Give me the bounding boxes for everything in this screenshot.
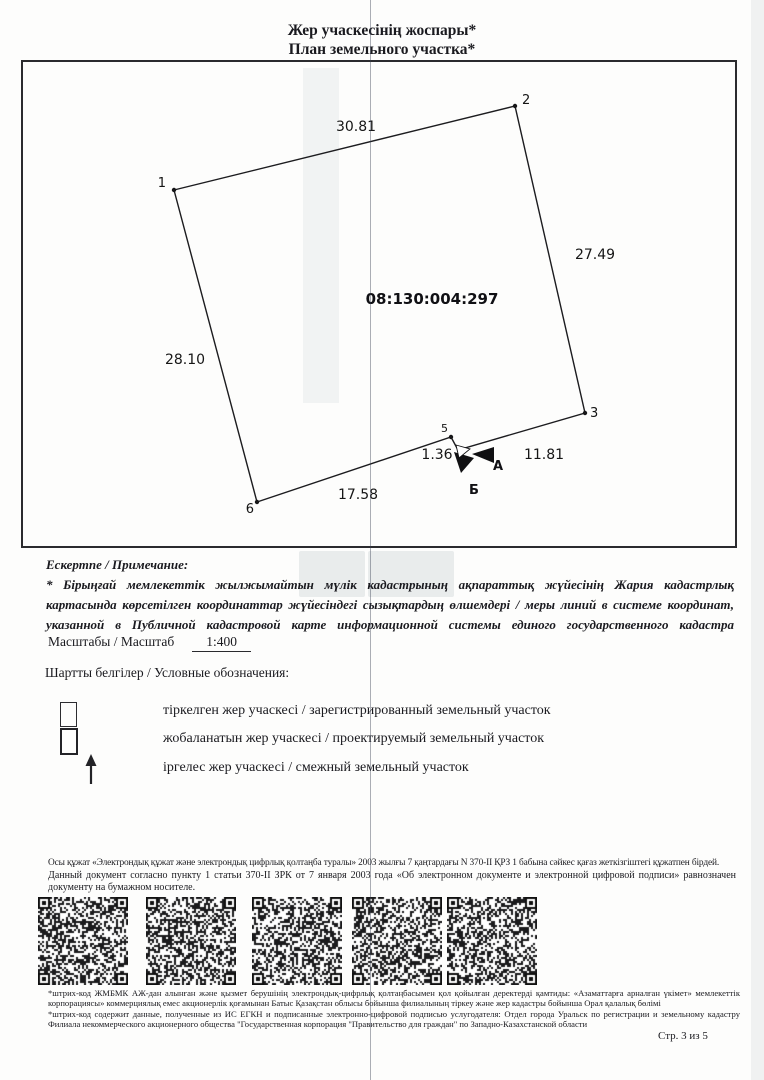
scale-row — [48, 634, 251, 652]
legend-heading: Шартты белгілер / Условные обозначения: — [45, 665, 290, 680]
scan-edge-shadow — [751, 0, 764, 1080]
registered-parcel-square-icon — [60, 702, 77, 727]
vertex-label-6: 6 — [245, 502, 254, 517]
dimension-label: 28.10 — [164, 352, 206, 368]
title-russian: План земельного участка* — [288, 41, 476, 58]
parcel-cadastral-number: 08:130:004:297 — [365, 290, 499, 308]
statement-kazakh: Осы құжат «Электрондық құжат және электрондық цифрлық қолтаңба туралы» 2003 жылғы 7 қаңтардағы N 370-II ҚРЗ 1 бабына сәйкес қағаз жеткізгіштегі құжатпен бірдей. — [48, 858, 720, 868]
dimension-label: 11.81 — [523, 447, 565, 463]
note-heading: Ескертпе / Примечание: — [46, 557, 189, 572]
legend-item-projected: жобаланатын жер учаскесі / проектируемый земельный участок — [163, 731, 545, 746]
document-title — [0, 21, 764, 59]
scale-value: 1:400 — [192, 634, 251, 652]
plot-frame — [21, 60, 737, 548]
land-plot-diagram — [23, 62, 735, 546]
dimension-label: 1.36 — [421, 447, 453, 463]
dimension-label: 17.58 — [337, 487, 379, 503]
adjacent-marker-label-А: А — [492, 459, 504, 474]
qr-barcode-3 — [252, 897, 342, 985]
adjacent-parcel-arrow-icon — [80, 753, 102, 787]
qr-barcode-4 — [352, 897, 442, 985]
title-kazakh: Жер учаскесінің жоспары* — [287, 22, 477, 39]
dimension-label: 27.49 — [574, 247, 616, 263]
barcode-row — [38, 897, 548, 985]
legend-item-adjacent: іргелес жер учаскесі / смежный земельный участок — [163, 760, 469, 775]
vertex-label-1: 1 — [157, 176, 166, 191]
adjacent-arrow-a-icon — [472, 447, 494, 463]
note-body: * Бірыңғай мемлекеттік жылжымайтын мүлік кадастрының ақпараттық жүйесінің Жария кадастрлық картасында көрсетілген координаттар жүйесіндегі сызықтардың өлшемдері / меры линий в системе координат, указанной в Публичной кадастровой карте информационной системы единого государственного кадастра — [46, 577, 734, 632]
scale-label: Масштабы / Масштаб — [48, 634, 175, 649]
vertex-label-3: 3 — [590, 406, 599, 421]
footer-note-kazakh: *штрих-код ЖМБМК АЖ-дан алынған және қызмет берушінің электрондық-цифрлық қолтаңбасымен қол қойылған деректерді қамтиды: «Азаматтарға арналған үкімет» мемлекеттік корпорациясы» коммерциялық емес акционерлік қоғамынан Батыс Қазақстан облысы бойынша филиалының тіркеу және жер кадастры бойынша Орал қалалық бөлімі — [48, 988, 740, 1009]
dimension-label: 30.81 — [335, 119, 377, 135]
adjacent-arrow-b-icon — [454, 452, 474, 473]
page-number: Стр. 3 из 5 — [658, 1030, 708, 1042]
projected-parcel-square-icon — [60, 728, 78, 755]
qr-barcode-5 — [447, 897, 537, 985]
vertex-label-5: 5 — [441, 422, 448, 435]
adjacent-marker-label-Б: Б — [469, 483, 479, 498]
statement-russian: Данный документ согласно пункту 1 статьи 370-II ЗРК от 7 января 2003 года «Об электронном документе и электронной цифровой подписи» равнозначен документу на бумажном носителе. — [48, 870, 736, 894]
qr-barcode-2 — [146, 897, 236, 985]
vertex-label-2: 2 — [522, 93, 531, 108]
footer-note-russian: *штрих-код содержит данные, полученные из ИС ЕГКН и подписанные электронно-цифровой подписью услугодателя: Отдел города Уральск по регистрации и земельному кадастру Филиала некоммерческого акционерного общества "Государственная корпорация "Правительство для граждан" по Западно-Казахстанской области — [48, 1009, 740, 1030]
legend-item-registered: тіркелген жер учаскесі / зарегистрированный земельный участок — [163, 703, 551, 718]
qr-barcode-1 — [38, 897, 128, 985]
